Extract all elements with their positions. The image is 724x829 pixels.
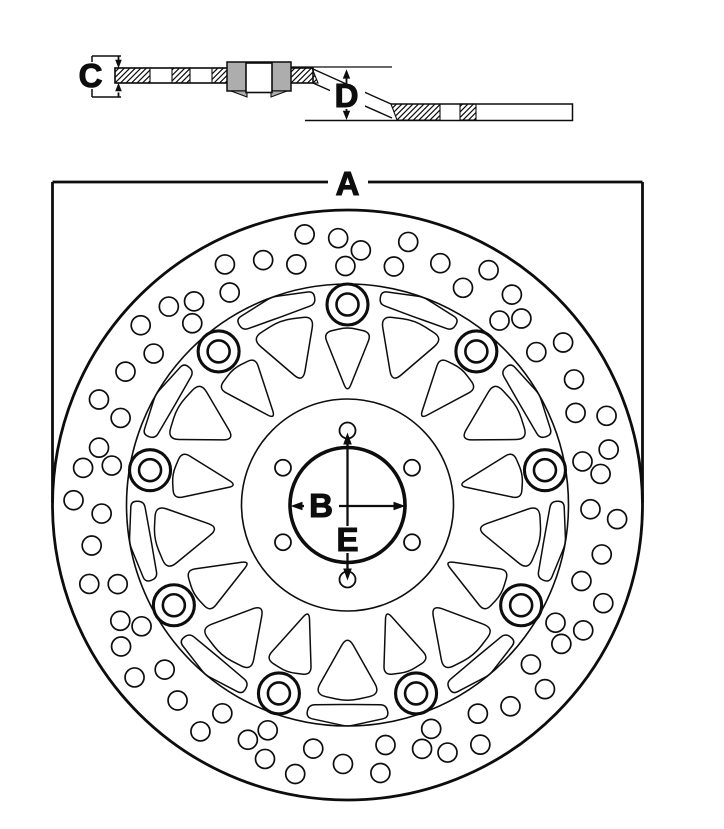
section-hatch [115, 68, 150, 83]
drill-hole [592, 545, 611, 564]
drill-hole [490, 311, 509, 330]
drill-hole [131, 316, 150, 335]
drill-hole [125, 668, 144, 687]
drill-hole [238, 730, 257, 749]
drill-hole [258, 721, 277, 740]
drill-hole [384, 257, 403, 276]
rivet-flange-left [231, 91, 247, 97]
dim-c-arrowhead [115, 83, 122, 92]
drill-hole [371, 763, 390, 782]
drill-hole [535, 680, 554, 699]
drill-hole [565, 370, 584, 389]
drill-hole [351, 241, 370, 260]
drill-hole [572, 572, 591, 591]
drill-hole [168, 691, 187, 710]
rivet-button-inner [534, 459, 556, 481]
drill-hole [512, 309, 531, 328]
drill-hole [431, 254, 450, 273]
drill-hole [581, 500, 600, 519]
rivet-button-inner [405, 682, 427, 704]
drill-hole [220, 283, 239, 302]
drill-hole [502, 285, 521, 304]
mounting-bolt-hole [404, 534, 420, 550]
section-hatch [391, 104, 440, 120]
drill-hole [468, 704, 487, 723]
drill-hole [422, 719, 441, 738]
rivet-button-inner [510, 594, 532, 616]
dim-label-e: E [336, 521, 359, 558]
drill-hole [438, 743, 457, 762]
dim-label-a: A [335, 165, 360, 202]
drill-hole [608, 510, 627, 529]
dim-label-d: D [334, 77, 359, 114]
mounting-bolt-hole [275, 460, 291, 476]
drill-hole [286, 764, 305, 783]
drill-hole [594, 594, 613, 613]
dim-c-arrowhead [115, 60, 122, 69]
drill-hole [376, 736, 395, 755]
section-hatch [460, 104, 476, 120]
drill-hole [116, 362, 135, 381]
rivet-button-inner [268, 682, 290, 704]
dim-label-c: C [78, 57, 103, 94]
drill-hole [80, 574, 99, 593]
drill-hole [554, 333, 573, 352]
drill-hole [597, 406, 616, 425]
drill-hole [546, 613, 565, 632]
drill-hole [155, 660, 174, 679]
drill-hole [74, 458, 93, 477]
drill-hole [102, 456, 121, 475]
drill-hole [453, 278, 472, 297]
drill-hole [92, 504, 111, 523]
drill-hole [399, 232, 418, 251]
drill-hole [304, 739, 323, 758]
drill-hole [254, 251, 273, 270]
drill-hole [591, 464, 610, 483]
rivet-button-inner [465, 340, 487, 362]
mounting-bolt-hole [275, 534, 291, 550]
drill-hole [213, 704, 232, 723]
mounting-bolt-hole [404, 460, 420, 476]
rivet-button-inner [163, 594, 185, 616]
rivet-button-inner [337, 294, 359, 316]
drill-hole [82, 536, 101, 555]
drill-hole [527, 343, 546, 362]
drill-hole [215, 255, 234, 274]
drill-hole [333, 754, 352, 773]
dim-label-b: B [309, 487, 333, 524]
drill-hole [132, 617, 151, 636]
disc-front-view [53, 210, 643, 800]
drill-hole [573, 452, 592, 471]
drill-hole [112, 637, 131, 656]
rivet-button-inner [139, 459, 161, 481]
drill-hole [329, 229, 348, 248]
drill-hole [255, 749, 274, 768]
drill-hole [108, 575, 127, 594]
drill-hole [471, 735, 490, 754]
drill-hole [552, 634, 571, 653]
drill-hole [159, 297, 178, 316]
drill-hole [295, 225, 314, 244]
drill-hole [287, 255, 306, 274]
rivet-bore [246, 63, 272, 93]
drill-hole [111, 408, 130, 427]
drill-hole [64, 491, 83, 510]
drill-hole [191, 722, 210, 741]
drill-hole [336, 257, 355, 276]
drill-hole [501, 697, 520, 716]
rivet-button-inner [208, 340, 230, 362]
drill-hole [521, 655, 540, 674]
drill-hole [479, 261, 498, 280]
drill-hole [111, 611, 130, 630]
drill-hole [574, 621, 593, 640]
drill-hole [90, 438, 109, 457]
section-hatch [172, 68, 190, 83]
drill-hole [144, 344, 163, 363]
drill-hole [183, 314, 202, 333]
drill-hole [185, 292, 204, 311]
drill-hole [566, 403, 585, 422]
drill-hole [413, 739, 432, 758]
drill-hole [89, 390, 108, 409]
drill-hole [599, 440, 618, 459]
rivet-flange-right [271, 91, 287, 97]
